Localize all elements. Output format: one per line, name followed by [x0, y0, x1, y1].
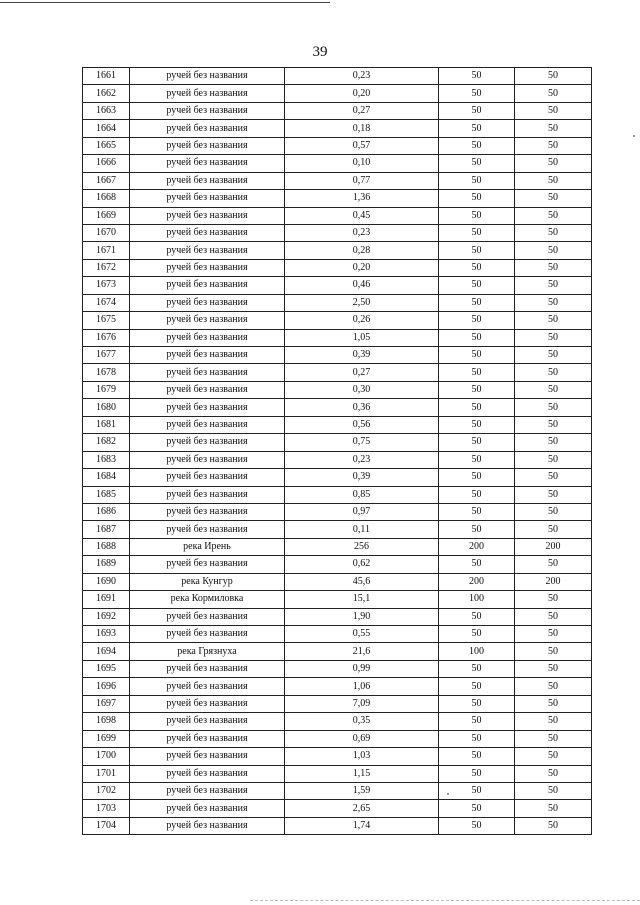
scan-edge-line	[0, 2, 330, 3]
length-cell: 0,30	[285, 381, 439, 398]
table-row	[83, 556, 592, 573]
coastal-strip-cell: 50	[515, 817, 592, 834]
name-cell: ручей без названия	[130, 521, 285, 538]
row-number-cell: 1664	[83, 120, 130, 137]
name-cell: ручей без названия	[130, 730, 285, 747]
row-number-cell: 1685	[83, 486, 130, 503]
length-cell: 0,46	[285, 277, 439, 294]
coastal-strip-cell: 50	[515, 399, 592, 416]
row-number-cell: 1683	[83, 451, 130, 468]
length-cell: 0,85	[285, 486, 439, 503]
name-cell: ручей без названия	[130, 190, 285, 207]
coastal-strip-cell: 50	[515, 521, 592, 538]
table-row	[83, 399, 592, 416]
protection-zone-cell: 50	[439, 102, 515, 119]
protection-zone-cell: 50	[439, 329, 515, 346]
table-row	[83, 259, 592, 276]
protection-zone-cell: 50	[439, 782, 515, 799]
length-cell: 0,35	[285, 713, 439, 730]
coastal-strip-cell: 50	[515, 713, 592, 730]
protection-zone-cell: 50	[439, 556, 515, 573]
length-cell: 0,45	[285, 207, 439, 224]
scan-edge-line	[250, 900, 640, 902]
row-number-cell: 1689	[83, 556, 130, 573]
name-cell: ручей без названия	[130, 765, 285, 782]
protection-zone-cell: 50	[439, 85, 515, 102]
length-cell: 45,6	[285, 573, 439, 590]
protection-zone-cell: 50	[439, 381, 515, 398]
coastal-strip-cell: 50	[515, 68, 592, 85]
name-cell: река Ирень	[130, 538, 285, 555]
name-cell: ручей без названия	[130, 155, 285, 172]
row-number-cell: 1673	[83, 277, 130, 294]
row-number-cell: 1670	[83, 224, 130, 241]
name-cell: ручей без названия	[130, 347, 285, 364]
length-cell: 1,06	[285, 678, 439, 695]
row-number-cell: 1667	[83, 172, 130, 189]
row-number-cell: 1666	[83, 155, 130, 172]
coastal-strip-cell: 200	[515, 573, 592, 590]
coastal-strip-cell: 50	[515, 224, 592, 241]
protection-zone-cell: 50	[439, 207, 515, 224]
length-cell: 0,28	[285, 242, 439, 259]
table-row	[83, 224, 592, 241]
row-number-cell: 1678	[83, 364, 130, 381]
coastal-strip-cell: 50	[515, 242, 592, 259]
row-number-cell: 1679	[83, 381, 130, 398]
table-row	[83, 381, 592, 398]
name-cell: ручей без названия	[130, 626, 285, 643]
protection-zone-cell: 50	[439, 364, 515, 381]
protection-zone-cell: 50	[439, 608, 515, 625]
name-cell: ручей без названия	[130, 503, 285, 520]
length-cell: 0,10	[285, 155, 439, 172]
protection-zone-cell: 50	[439, 242, 515, 259]
row-number-cell: 1687	[83, 521, 130, 538]
length-cell: 0,99	[285, 660, 439, 677]
coastal-strip-cell: 50	[515, 695, 592, 712]
name-cell: ручей без названия	[130, 242, 285, 259]
name-cell: ручей без названия	[130, 259, 285, 276]
length-cell: 0,57	[285, 137, 439, 154]
coastal-strip-cell: 50	[515, 137, 592, 154]
protection-zone-cell: 50	[439, 521, 515, 538]
protection-zone-cell: 50	[439, 347, 515, 364]
table-row	[83, 782, 592, 799]
name-cell: ручей без названия	[130, 68, 285, 85]
name-cell: ручей без названия	[130, 294, 285, 311]
protection-zone-cell: 50	[439, 660, 515, 677]
coastal-strip-cell: 50	[515, 469, 592, 486]
length-cell: 0,23	[285, 68, 439, 85]
name-cell: ручей без названия	[130, 660, 285, 677]
length-cell: 0,69	[285, 730, 439, 747]
row-number-cell: 1700	[83, 748, 130, 765]
protection-zone-cell: 50	[439, 713, 515, 730]
page-number: 39	[312, 44, 328, 60]
table-row	[83, 102, 592, 119]
table-row	[83, 643, 592, 660]
row-number-cell: 1698	[83, 713, 130, 730]
coastal-strip-cell: 50	[515, 782, 592, 799]
protection-zone-cell: 50	[439, 224, 515, 241]
water-bodies-table	[82, 67, 592, 835]
row-number-cell: 1669	[83, 207, 130, 224]
length-cell: 0,26	[285, 312, 439, 329]
row-number-cell: 1676	[83, 329, 130, 346]
length-cell: 0,27	[285, 102, 439, 119]
name-cell: ручей без названия	[130, 224, 285, 241]
coastal-strip-cell: 50	[515, 608, 592, 625]
table-row	[83, 347, 592, 364]
name-cell: ручей без названия	[130, 486, 285, 503]
table-row	[83, 242, 592, 259]
length-cell: 0,77	[285, 172, 439, 189]
name-cell: ручей без названия	[130, 434, 285, 451]
row-number-cell: 1692	[83, 608, 130, 625]
table-row	[83, 68, 592, 85]
length-cell: 1,90	[285, 608, 439, 625]
row-number-cell: 1699	[83, 730, 130, 747]
scan-speck	[447, 793, 449, 795]
row-number-cell: 1701	[83, 765, 130, 782]
coastal-strip-cell: 50	[515, 626, 592, 643]
protection-zone-cell: 50	[439, 294, 515, 311]
name-cell: ручей без названия	[130, 137, 285, 154]
protection-zone-cell: 50	[439, 626, 515, 643]
length-cell: 256	[285, 538, 439, 555]
table-row	[83, 695, 592, 712]
coastal-strip-cell: 50	[515, 190, 592, 207]
protection-zone-cell: 50	[439, 503, 515, 520]
protection-zone-cell: 200	[439, 573, 515, 590]
coastal-strip-cell: 50	[515, 102, 592, 119]
protection-zone-cell: 100	[439, 591, 515, 608]
table-row	[83, 137, 592, 154]
coastal-strip-cell: 50	[515, 748, 592, 765]
row-number-cell: 1663	[83, 102, 130, 119]
table-row	[83, 120, 592, 137]
length-cell: 0,27	[285, 364, 439, 381]
coastal-strip-cell: 50	[515, 660, 592, 677]
table-row	[83, 190, 592, 207]
length-cell: 0,11	[285, 521, 439, 538]
length-cell: 0,39	[285, 347, 439, 364]
name-cell: ручей без названия	[130, 312, 285, 329]
length-cell: 21,6	[285, 643, 439, 660]
table-row	[83, 277, 592, 294]
row-number-cell: 1674	[83, 294, 130, 311]
name-cell: ручей без названия	[130, 364, 285, 381]
coastal-strip-cell: 50	[515, 120, 592, 137]
row-number-cell: 1704	[83, 817, 130, 834]
table-row	[83, 800, 592, 817]
protection-zone-cell: 50	[439, 68, 515, 85]
length-cell: 0,75	[285, 434, 439, 451]
protection-zone-cell: 50	[439, 190, 515, 207]
length-cell: 15,1	[285, 591, 439, 608]
protection-zone-cell: 50	[439, 800, 515, 817]
table-row	[83, 451, 592, 468]
name-cell: ручей без названия	[130, 748, 285, 765]
length-cell: 1,74	[285, 817, 439, 834]
row-number-cell: 1675	[83, 312, 130, 329]
protection-zone-cell: 50	[439, 434, 515, 451]
protection-zone-cell: 200	[439, 538, 515, 555]
protection-zone-cell: 50	[439, 312, 515, 329]
name-cell: ручей без названия	[130, 713, 285, 730]
length-cell: 2,65	[285, 800, 439, 817]
name-cell: река Кунгур	[130, 573, 285, 590]
coastal-strip-cell: 50	[515, 503, 592, 520]
table-row	[83, 85, 592, 102]
length-cell: 1,03	[285, 748, 439, 765]
table-row	[83, 329, 592, 346]
table-row	[83, 155, 592, 172]
name-cell: ручей без названия	[130, 207, 285, 224]
protection-zone-cell: 50	[439, 469, 515, 486]
table-row	[83, 207, 592, 224]
row-number-cell: 1681	[83, 416, 130, 433]
length-cell: 0,39	[285, 469, 439, 486]
row-number-cell: 1691	[83, 591, 130, 608]
coastal-strip-cell: 50	[515, 294, 592, 311]
coastal-strip-cell: 50	[515, 643, 592, 660]
table-row	[83, 765, 592, 782]
length-cell: 0,97	[285, 503, 439, 520]
coastal-strip-cell: 50	[515, 591, 592, 608]
name-cell: ручей без названия	[130, 782, 285, 799]
table-row	[83, 713, 592, 730]
row-number-cell: 1686	[83, 503, 130, 520]
name-cell: ручей без названия	[130, 172, 285, 189]
table-row	[83, 573, 592, 590]
table-row	[83, 626, 592, 643]
name-cell: ручей без названия	[130, 817, 285, 834]
name-cell: ручей без названия	[130, 695, 285, 712]
name-cell: ручей без названия	[130, 416, 285, 433]
coastal-strip-cell: 50	[515, 312, 592, 329]
protection-zone-cell: 50	[439, 748, 515, 765]
row-number-cell: 1702	[83, 782, 130, 799]
protection-zone-cell: 50	[439, 259, 515, 276]
protection-zone-cell: 50	[439, 416, 515, 433]
name-cell: ручей без названия	[130, 451, 285, 468]
length-cell: 0,55	[285, 626, 439, 643]
length-cell: 0,20	[285, 259, 439, 276]
coastal-strip-cell: 50	[515, 155, 592, 172]
table-row	[83, 730, 592, 747]
row-number-cell: 1703	[83, 800, 130, 817]
length-cell: 0,23	[285, 224, 439, 241]
row-number-cell: 1665	[83, 137, 130, 154]
coastal-strip-cell: 50	[515, 765, 592, 782]
name-cell: ручей без названия	[130, 381, 285, 398]
table-row	[83, 312, 592, 329]
row-number-cell: 1668	[83, 190, 130, 207]
coastal-strip-cell: 50	[515, 172, 592, 189]
table-row	[83, 469, 592, 486]
name-cell: ручей без названия	[130, 85, 285, 102]
name-cell: ручей без названия	[130, 678, 285, 695]
length-cell: 0,62	[285, 556, 439, 573]
protection-zone-cell: 50	[439, 451, 515, 468]
row-number-cell: 1661	[83, 68, 130, 85]
scan-speck	[633, 135, 635, 137]
row-number-cell: 1695	[83, 660, 130, 677]
table-row	[83, 294, 592, 311]
coastal-strip-cell: 50	[515, 277, 592, 294]
name-cell: ручей без названия	[130, 329, 285, 346]
row-number-cell: 1671	[83, 242, 130, 259]
length-cell: 2,50	[285, 294, 439, 311]
protection-zone-cell: 50	[439, 277, 515, 294]
protection-zone-cell: 50	[439, 678, 515, 695]
length-cell: 0,23	[285, 451, 439, 468]
coastal-strip-cell: 50	[515, 85, 592, 102]
protection-zone-cell: 50	[439, 765, 515, 782]
coastal-strip-cell: 50	[515, 381, 592, 398]
length-cell: 1,36	[285, 190, 439, 207]
table-row	[83, 678, 592, 695]
protection-zone-cell: 50	[439, 730, 515, 747]
length-cell: 0,18	[285, 120, 439, 137]
protection-zone-cell: 50	[439, 399, 515, 416]
row-number-cell: 1672	[83, 259, 130, 276]
coastal-strip-cell: 50	[515, 259, 592, 276]
name-cell: ручей без названия	[130, 102, 285, 119]
table-row	[83, 416, 592, 433]
row-number-cell: 1694	[83, 643, 130, 660]
name-cell: ручей без названия	[130, 608, 285, 625]
table-row	[83, 486, 592, 503]
table-row	[83, 748, 592, 765]
table-row	[83, 364, 592, 381]
row-number-cell: 1684	[83, 469, 130, 486]
row-number-cell: 1662	[83, 85, 130, 102]
table-row	[83, 521, 592, 538]
name-cell: река Кормиловка	[130, 591, 285, 608]
row-number-cell: 1680	[83, 399, 130, 416]
protection-zone-cell: 50	[439, 120, 515, 137]
coastal-strip-cell: 50	[515, 207, 592, 224]
table-row	[83, 608, 592, 625]
row-number-cell: 1697	[83, 695, 130, 712]
coastal-strip-cell: 50	[515, 556, 592, 573]
table-row	[83, 660, 592, 677]
name-cell: ручей без названия	[130, 120, 285, 137]
coastal-strip-cell: 50	[515, 434, 592, 451]
length-cell: 1,05	[285, 329, 439, 346]
table-row	[83, 538, 592, 555]
table-row	[83, 817, 592, 834]
length-cell: 1,59	[285, 782, 439, 799]
name-cell: река Грязнуха	[130, 643, 285, 660]
table-row	[83, 503, 592, 520]
coastal-strip-cell: 50	[515, 416, 592, 433]
table-row	[83, 591, 592, 608]
coastal-strip-cell: 50	[515, 730, 592, 747]
length-cell: 0,20	[285, 85, 439, 102]
protection-zone-cell: 50	[439, 155, 515, 172]
coastal-strip-cell: 50	[515, 364, 592, 381]
length-cell: 0,36	[285, 399, 439, 416]
row-number-cell: 1696	[83, 678, 130, 695]
row-number-cell: 1693	[83, 626, 130, 643]
name-cell: ручей без названия	[130, 469, 285, 486]
protection-zone-cell: 50	[439, 137, 515, 154]
protection-zone-cell: 50	[439, 486, 515, 503]
table-body	[83, 68, 592, 835]
protection-zone-cell: 50	[439, 172, 515, 189]
name-cell: ручей без названия	[130, 399, 285, 416]
row-number-cell: 1677	[83, 347, 130, 364]
coastal-strip-cell: 200	[515, 538, 592, 555]
coastal-strip-cell: 50	[515, 329, 592, 346]
name-cell: ручей без названия	[130, 556, 285, 573]
coastal-strip-cell: 50	[515, 678, 592, 695]
protection-zone-cell: 50	[439, 817, 515, 834]
name-cell: ручей без названия	[130, 800, 285, 817]
coastal-strip-cell: 50	[515, 347, 592, 364]
protection-zone-cell: 50	[439, 695, 515, 712]
protection-zone-cell: 100	[439, 643, 515, 660]
coastal-strip-cell: 50	[515, 800, 592, 817]
name-cell: ручей без названия	[130, 277, 285, 294]
row-number-cell: 1690	[83, 573, 130, 590]
row-number-cell: 1682	[83, 434, 130, 451]
row-number-cell: 1688	[83, 538, 130, 555]
table-row	[83, 434, 592, 451]
coastal-strip-cell: 50	[515, 486, 592, 503]
length-cell: 7,09	[285, 695, 439, 712]
length-cell: 0,56	[285, 416, 439, 433]
length-cell: 1,15	[285, 765, 439, 782]
table-row	[83, 172, 592, 189]
coastal-strip-cell: 50	[515, 451, 592, 468]
